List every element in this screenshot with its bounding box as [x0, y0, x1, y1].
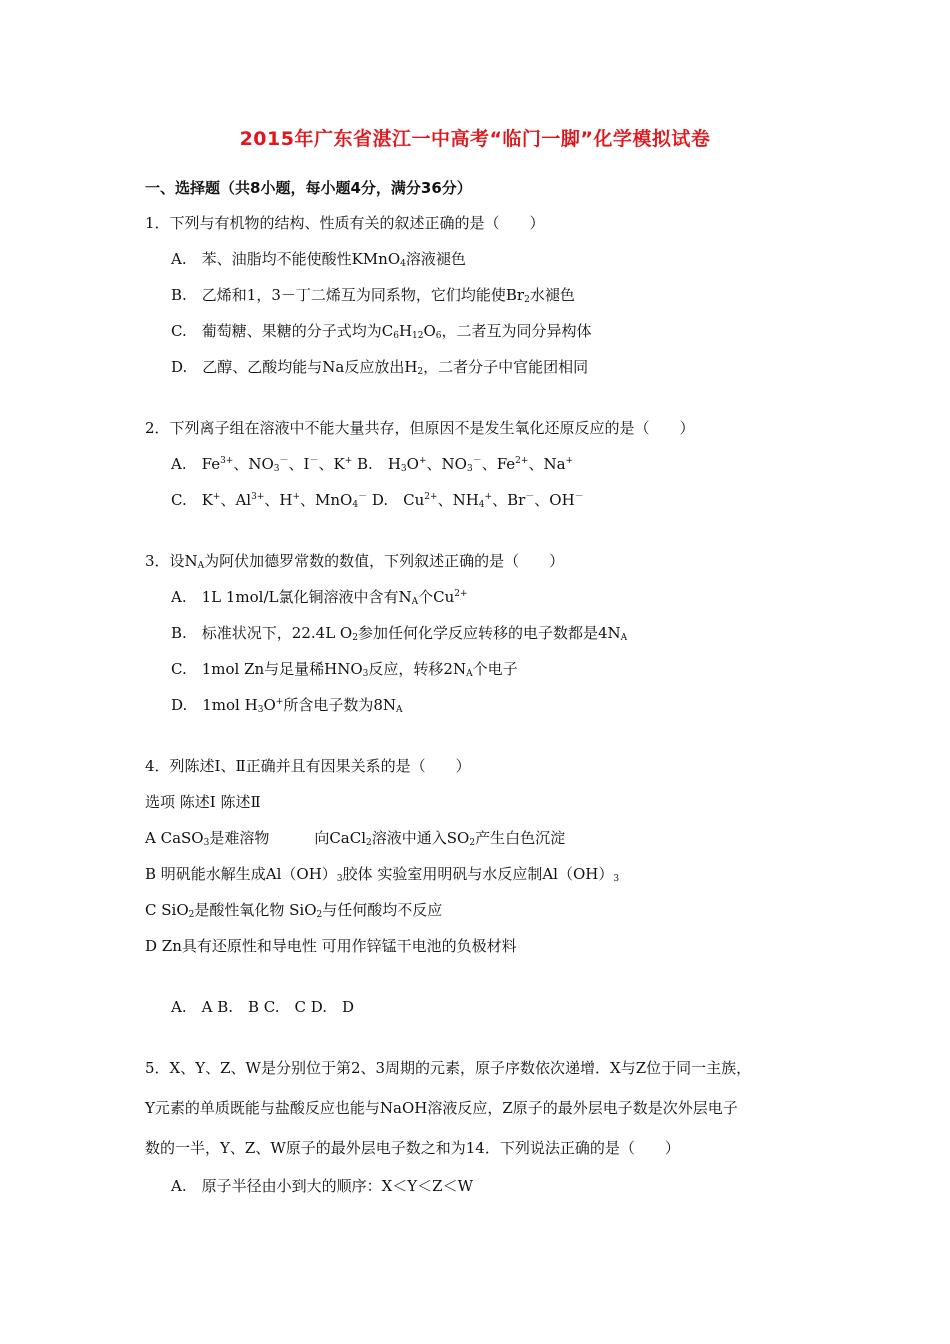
q1-option-a: A. 苯、油脂均不能使酸性KMnO$_4$溶液褪色 [171, 250, 466, 269]
q1-option-b: B. 乙烯和1，3－丁二烯互为同系物，它们均能使$Br_2$水褪色 [171, 286, 575, 305]
q2-options-ab: A. $Fe^{3+}$、$NO_3^-$、I－、K+ B. $H_3O^+$、$NO_3^-$、$Fe^{2+}$、Na+ [171, 455, 574, 474]
q4-row-a: A CaSO$_3$是难溶物 向CaCl$_2$溶液中通入$SO_2$产生白色沉淀 [145, 829, 566, 848]
question-4-stem: 4．列陈述Ⅰ、Ⅱ正确并且有因果关系的是（ ） [145, 757, 471, 775]
question-2-stem: 2．下列离子组在溶液中不能大量共存，但原因不是发生氧化还原反应的是（ ） [145, 419, 695, 437]
q4-row-b: B 明矾能水解生成$Al(OH)_3$胶体 实验室用明矾与水反应制$Al(OH)_3$ [145, 865, 620, 884]
question-1-stem: 1．下列与有机物的结构、性质有关的叙述正确的是（ ） [145, 214, 545, 232]
question-5-line-1: 5．X、Y、Z、W是分别位于第2、3周期的元素，原子序数依次递增．X与Z位于同一主族， [145, 1059, 752, 1077]
q1-option-c: C. 葡萄糖、果糖的分子式均为$C_6H_{12}O_6$，二者互为同分异构体 [171, 322, 592, 341]
q3-option-d: D. 1mol $H_3O^+$所含电子数为$8N_A$ [171, 696, 403, 715]
q4-options: A. A B. B C. C D. D [171, 998, 355, 1016]
question-5-line-3: 数的一半，Y、Z、W原子的最外层电子数之和为14．下列说法正确的是（ ） [145, 1139, 680, 1157]
q4-table-header: 选项 陈述Ⅰ 陈述Ⅱ [145, 793, 261, 811]
question-3-stem: 3．设$N_A$为阿伏加德罗常数的数值，下列叙述正确的是（ ） [145, 552, 565, 571]
section-heading: 一、选择题（共8小题，每小题4分，满分36分） [145, 179, 472, 197]
q4-row-c: C SiO$_2$是酸性氧化物 SiO$_2$与任何酸均不反应 [145, 901, 443, 920]
question-5-line-2: Y元素的单质既能与盐酸反应也能与NaOH溶液反应，Z原子的最外层电子数是次外层电子 [145, 1099, 738, 1117]
q3-option-a: A. 1L 1mol/L氯化铜溶液中含有$N_A$个$Cu^{2+}$ [171, 588, 468, 607]
q1-option-d: D. 乙醇、乙酸均能与Na反应放出$H_2$，二者分子中官能团相同 [171, 358, 589, 377]
q2-options-cd: C. K+、$Al^{3+}$、H+、MnO$_4$－ D. $Cu^{2+}$、$NH_4^+$、Br－、OH－ [171, 491, 584, 510]
q4-row-d: D Zn具有还原性和导电性 可用作锌锰干电池的负极材料 [145, 937, 517, 955]
q3-option-c: C. 1mol Zn与足量稀$HNO_3$反应，转移$2N_A$个电子 [171, 660, 518, 679]
q3-option-b: B. 标准状况下，22.4L $O_2$参加任何化学反应转移的电子数都是$4N_A$ [171, 624, 628, 643]
q5-option-a: A. 原子半径由小到大的顺序：X＜Y＜Z＜W [171, 1177, 474, 1195]
page-title: 2015年广东省湛江一中高考“临门一脚”化学模拟试卷 [239, 128, 711, 150]
